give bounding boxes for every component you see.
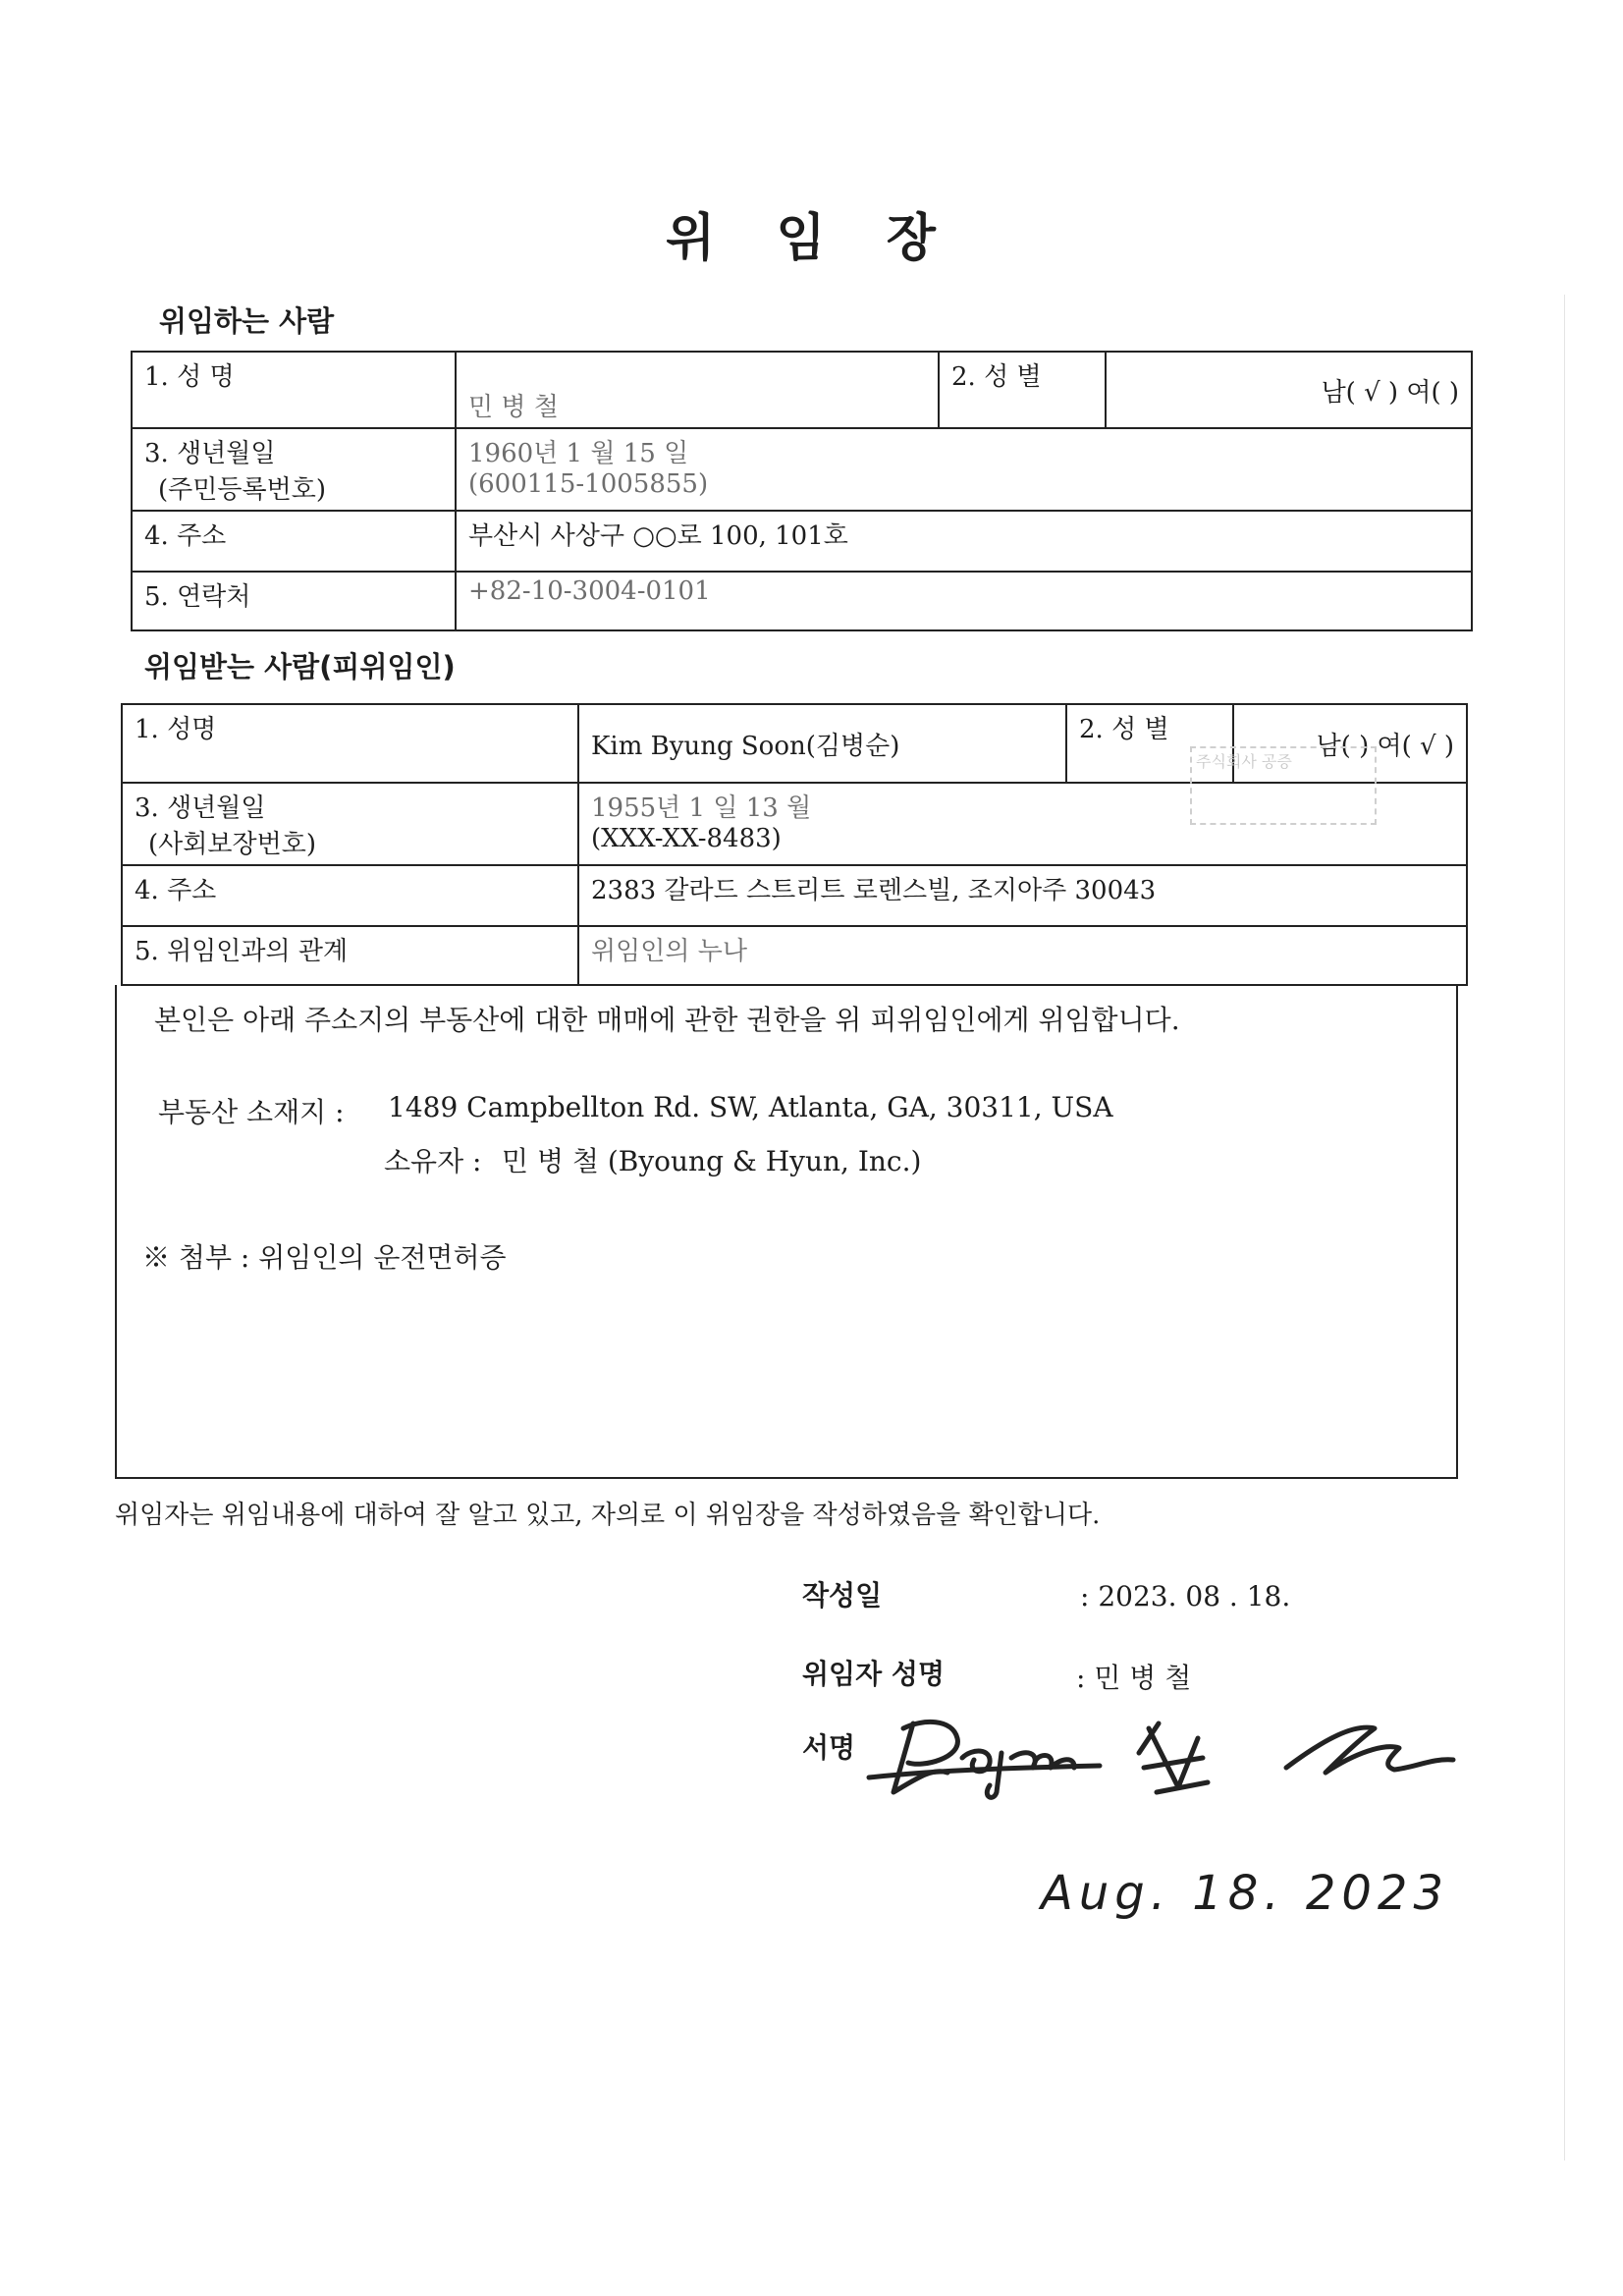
signature-label: 서명 <box>802 1731 856 1764</box>
grantor-row-contact <box>132 572 1472 630</box>
grantor-contact-value: +82-10-3004-0101 <box>456 572 1472 630</box>
grantee-heading: 위임받는 사람(피위임인) <box>144 650 456 683</box>
signature-image <box>864 1699 1473 1807</box>
grantor-row-address <box>132 511 1472 572</box>
grantee-gender-label: 2. 성 별 <box>1066 704 1233 783</box>
grantor-heading: 위임하는 사람 <box>159 304 335 338</box>
grantor-address-label: 4. 주소 <box>132 511 456 572</box>
grantor-table <box>131 351 1473 631</box>
attachment-note: ※ 첨부 : 위임인의 운전면허증 <box>142 1241 507 1274</box>
grantee-address-label: 4. 주소 <box>122 865 578 926</box>
delegation-statement: 본인은 아래 주소지의 부동산에 대한 매매에 관한 권한을 위 피위임인에게 위임합니다. <box>154 1004 1180 1036</box>
grantee-name-label: 1. 성명 <box>122 704 578 783</box>
grantee-row-relation <box>122 926 1467 985</box>
grantee-relation-label: 5. 위임인과의 관계 <box>122 926 578 985</box>
grantor-birth-subvalue: (600115-1005855) <box>468 469 709 499</box>
confirmation-text: 위임자는 위임내용에 대하여 잘 알고 있고, 자의로 이 위임장을 작성하였음을 확인합니다. <box>115 1501 1101 1530</box>
document-title: 위 임 장 <box>666 208 957 268</box>
delegation-body <box>115 985 1458 1479</box>
property-location-label: 부동산 소재지 : <box>158 1096 345 1128</box>
grantee-address-value: 2383 갈라드 스트리트 로렌스빌, 조지아주 30043 <box>578 865 1467 926</box>
grantor-gender-value: 남( √ ) 여( ) <box>1106 352 1472 428</box>
property-location-value: 1489 Campbellton Rd. SW, Atlanta, GA, 30311, USA <box>388 1091 1113 1123</box>
grantor-birth-value: 1960년 1 월 15 일 <box>468 439 689 468</box>
handwritten-date: Aug. 18. 2023 <box>1041 1866 1449 1921</box>
grantor-name-label: 1. 성 명 <box>132 352 456 428</box>
faint-stamp: 주식회사 공증 <box>1190 746 1377 825</box>
grantor-address-value: 부산시 사상구 ○○로 100, 101호 <box>456 511 1472 572</box>
grantor-row-name <box>132 352 1472 428</box>
grantee-row-address <box>122 865 1467 926</box>
date-value: : 2023. 08 . 18. <box>1080 1580 1291 1613</box>
signer-value: : 민 병 철 <box>1076 1662 1192 1694</box>
grantor-birth-label: 3. 생년월일 <box>144 439 276 468</box>
date-label: 작성일 <box>802 1579 883 1612</box>
page-fold-line <box>1564 295 1565 2160</box>
grantor-birth-sublabel: (주민등록번호) <box>158 475 326 505</box>
grantee-relation-value: 위임인의 누나 <box>578 926 1467 985</box>
grantor-row-birth <box>132 428 1472 511</box>
grantee-birth-value: 1955년 1 일 13 월 <box>591 793 812 823</box>
grantee-birth-subvalue: (XXX-XX-8483) <box>591 824 782 853</box>
signer-label: 위임자 성명 <box>802 1658 945 1690</box>
property-owner-label: 소유자 : <box>384 1145 482 1177</box>
grantor-gender-label: 2. 성 별 <box>939 352 1106 428</box>
grantee-birth-label: 3. 생년월일 <box>135 793 266 823</box>
grantor-name-value: 민 병 철 <box>456 352 939 428</box>
grantee-birth-sublabel: (사회보장번호) <box>148 830 316 859</box>
grantor-contact-label: 5. 연락처 <box>132 572 456 630</box>
property-owner-value: 민 병 철 (Byoung & Hyun, Inc.) <box>502 1145 922 1177</box>
grantee-name-value: Kim Byung Soon(김병순) <box>578 704 1066 783</box>
grantee-gender-value: 남( ) 여( √ ) <box>1233 704 1467 783</box>
